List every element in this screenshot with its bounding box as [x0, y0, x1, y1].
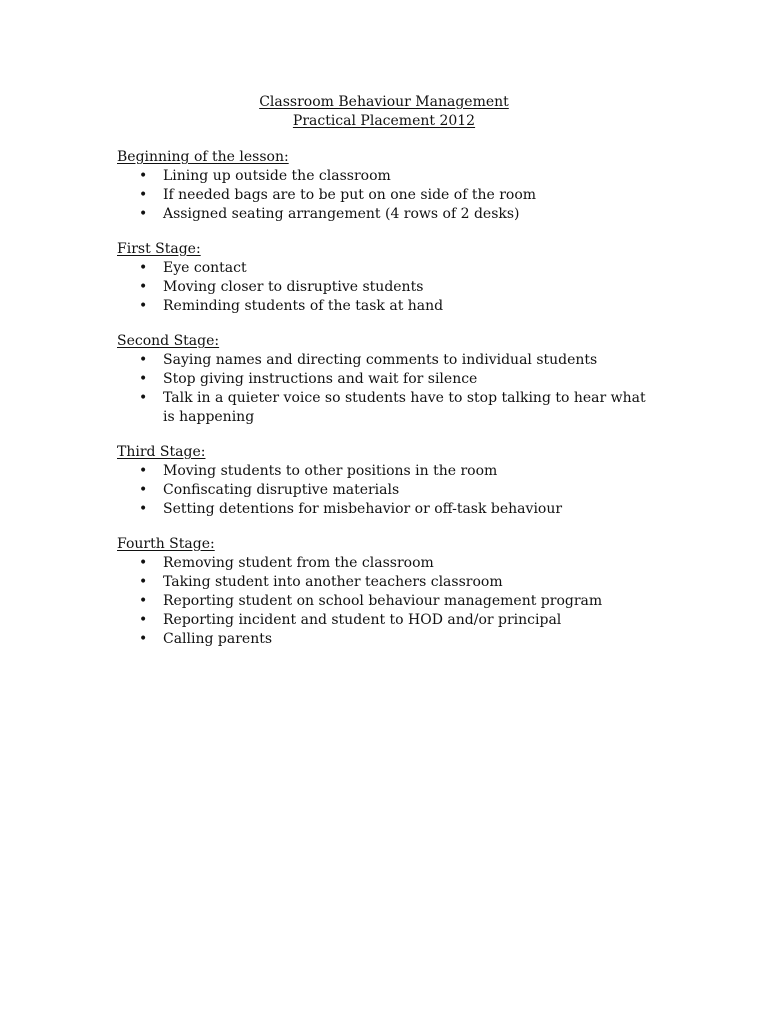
list-item [117, 462, 657, 481]
section-second-stage [117, 332, 657, 427]
bullet-icon: • [139, 482, 148, 498]
list-item [117, 278, 657, 297]
bullet-icon: • [139, 612, 148, 628]
list-item-text: Talk in a quieter voice so students have to stop talking to hear what is happening [163, 390, 646, 425]
list-item-text: Calling parents [163, 631, 273, 647]
list-item-text: Eye contact [163, 260, 247, 276]
list-item [117, 167, 657, 186]
list-item [117, 611, 657, 630]
list-item-text: Reporting student on school behaviour management program [163, 593, 603, 609]
list-item [117, 573, 657, 592]
list-item [117, 500, 657, 519]
list-item [117, 259, 657, 278]
bullet-icon: • [139, 463, 148, 479]
section-heading: Fourth Stage: [117, 536, 215, 552]
section-heading: Beginning of the lesson: [117, 149, 289, 165]
list-item [117, 481, 657, 500]
bullet-icon: • [139, 371, 148, 387]
list-item-text: Lining up outside the classroom [163, 168, 391, 184]
bullet-icon: • [139, 168, 148, 184]
list-item [117, 186, 657, 205]
subtitle-line: Practical Placement 2012 [292, 113, 476, 129]
document-body [117, 148, 657, 665]
list-item-text: Reporting incident and student to HOD and/or principal [163, 612, 562, 628]
title-line: Classroom Behaviour Management [259, 94, 509, 110]
document-title [0, 93, 768, 131]
bullet-list [117, 259, 657, 316]
list-item-text: Stop giving instructions and wait for silence [163, 371, 478, 387]
list-item-text: If needed bags are to be put on one side of the room [163, 187, 537, 203]
list-item-text: Taking student into another teachers classroom [163, 574, 503, 590]
section-fourth-stage [117, 535, 657, 649]
list-item [117, 630, 657, 649]
list-item-text: Moving students to other positions in the room [163, 463, 498, 479]
list-item [117, 554, 657, 573]
section-beginning-of-lesson [117, 148, 657, 224]
bullet-icon: • [139, 187, 148, 203]
bullet-list [117, 462, 657, 519]
bullet-list [117, 351, 657, 427]
list-item-text: Assigned seating arrangement (4 rows of 2 desks) [163, 206, 520, 222]
bullet-icon: • [139, 574, 148, 590]
list-item-text: Removing student from the classroom [163, 555, 434, 571]
bullet-icon: • [139, 279, 148, 295]
section-heading: Second Stage: [117, 333, 220, 349]
list-item [117, 370, 657, 389]
bullet-icon: • [139, 631, 148, 647]
bullet-icon: • [139, 501, 148, 517]
section-third-stage [117, 443, 657, 519]
list-item-text: Confiscating disruptive materials [163, 482, 400, 498]
section-first-stage [117, 240, 657, 316]
list-item [117, 351, 657, 370]
list-item [117, 592, 657, 611]
bullet-list [117, 167, 657, 224]
bullet-icon: • [139, 390, 148, 406]
list-item-text: Moving closer to disruptive students [163, 279, 424, 295]
bullet-icon: • [139, 352, 148, 368]
list-item [117, 297, 657, 316]
bullet-list [117, 554, 657, 649]
bullet-icon: • [139, 206, 148, 222]
list-item-text: Reminding students of the task at hand [163, 298, 444, 314]
section-heading: Third Stage: [117, 444, 206, 460]
section-heading: First Stage: [117, 241, 201, 257]
list-item [117, 389, 657, 427]
list-item-text: Saying names and directing comments to individual students [163, 352, 598, 368]
list-item-text: Setting detentions for misbehavior or off-task behaviour [163, 501, 563, 517]
bullet-icon: • [139, 555, 148, 571]
bullet-icon: • [139, 593, 148, 609]
bullet-icon: • [139, 298, 148, 314]
bullet-icon: • [139, 260, 148, 276]
list-item [117, 205, 657, 224]
